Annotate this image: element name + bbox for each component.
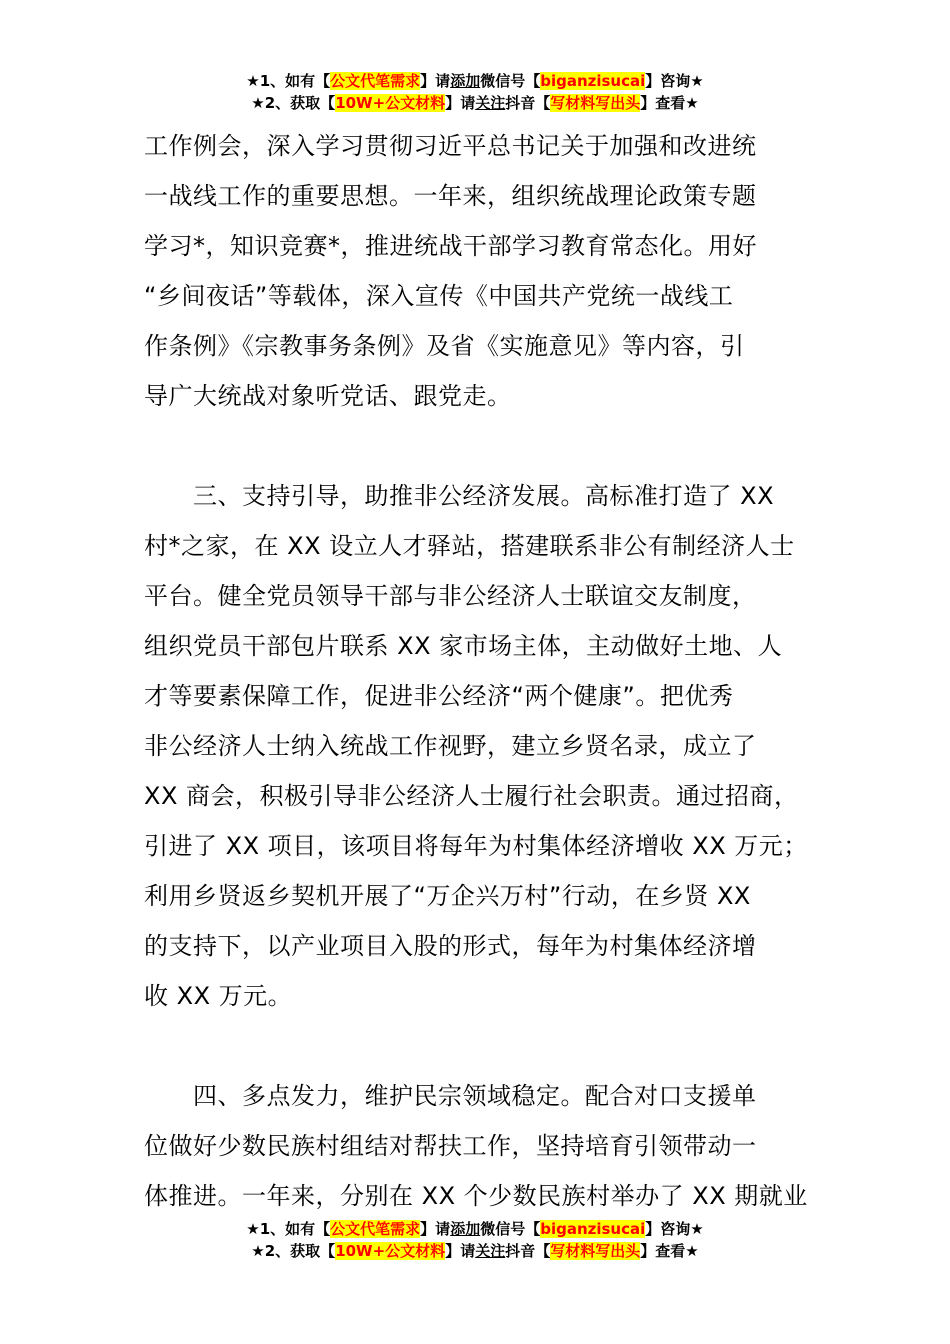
text-line: 工作例会，深入学习贯彻习近平总书记关于加强和改进统 [144, 132, 757, 160]
wechat-id[interactable]: biganzisucai [540, 72, 646, 90]
douyin-account[interactable]: 写材料写出头 [550, 1242, 641, 1260]
text-line: 收 XX 万元。 [144, 982, 293, 1010]
text-line: 平台。健全党员领导干部与非公经济人士联谊交友制度， [144, 582, 757, 610]
section-four-heading-line: 四、多点发力，维护民宗领域稳定。配合对口支援单 [144, 1082, 757, 1110]
header-banner [0, 70, 950, 114]
highlight-materials: 10W+公文材料 [335, 94, 446, 112]
text-line: XX 商会，积极引导非公经济人士履行社会职责。通过招商， [144, 782, 799, 810]
text-line: 体推进。一年来，分别在 XX 个少数民族村举办了 XX 期就业 [144, 1182, 808, 1210]
section-three-heading-line: 三、支持引导，助推非公经济发展。高标准打造了 XX [144, 482, 775, 510]
follow-text: 关注 [475, 94, 506, 112]
banner-line-1: ★1、如有【公文代笔需求】请添加微信号【biganzisucai】咨询★ [246, 72, 704, 90]
text-line: 村*之家，在 XX 设立人才驿站，搭建联系非公有制经济人士 [144, 532, 795, 560]
highlight-ghostwriting: 公文代笔需求 [330, 72, 421, 90]
text-line: 位做好少数民族村组结对帮扶工作，坚持培育引领带动一 [144, 1132, 757, 1160]
follow-text: 关注 [475, 1242, 506, 1260]
text-line: 组织党员干部包片联系 XX 家市场主体，主动做好土地、人 [144, 632, 783, 660]
banner-line-1: ★1、如有【公文代笔需求】请添加微信号【biganzisucai】咨询★ [246, 1220, 704, 1238]
banner-line-2: ★2、获取【10W+公文材料】请关注抖音【写材料写出头】查看★ [251, 1242, 699, 1260]
text-line: 的支持下，以产业项目入股的形式，每年为村集体经济增 [144, 932, 757, 960]
douyin-account[interactable]: 写材料写出头 [550, 94, 641, 112]
paragraph-gap [144, 421, 844, 471]
text-line: 非公经济人士纳入统战工作视野，建立乡贤名录，成立了 [144, 732, 757, 760]
wechat-id[interactable]: biganzisucai [540, 1220, 646, 1238]
add-text: 添加 [450, 72, 481, 90]
text-line: 才等要素保障工作，促进非公经济“两个健康”。把优秀 [144, 682, 734, 710]
text-line: 学习*，知识竞赛*，推进统战干部学习教育常态化。用好 [144, 232, 757, 260]
text-line: “乡间夜话”等载体，深入宣传《中国共产党统一战线工 [144, 282, 734, 310]
paragraph-gap [144, 1021, 844, 1071]
text-line: 导广大统战对象听党话、跟党走。 [144, 382, 512, 410]
text-line: 作条例》《宗教事务条例》及省《实施意见》等内容，引 [144, 332, 745, 360]
text-line: 利用乡贤返乡契机开展了“万企兴万村”行动，在乡贤 XX [144, 882, 751, 910]
document-body [144, 121, 844, 1221]
banner-line-2: ★2、获取【10W+公文材料】请关注抖音【写材料写出头】查看★ [251, 94, 699, 112]
highlight-ghostwriting: 公文代笔需求 [330, 1220, 421, 1238]
add-text: 添加 [450, 1220, 481, 1238]
text-line: 一战线工作的重要思想。一年来，组织统战理论政策专题 [144, 182, 757, 210]
highlight-materials: 10W+公文材料 [335, 1242, 446, 1260]
footer-banner [0, 1218, 950, 1262]
text-line: 引进了 XX 项目，该项目将每年为村集体经济增收 XX 万元； [144, 832, 808, 860]
